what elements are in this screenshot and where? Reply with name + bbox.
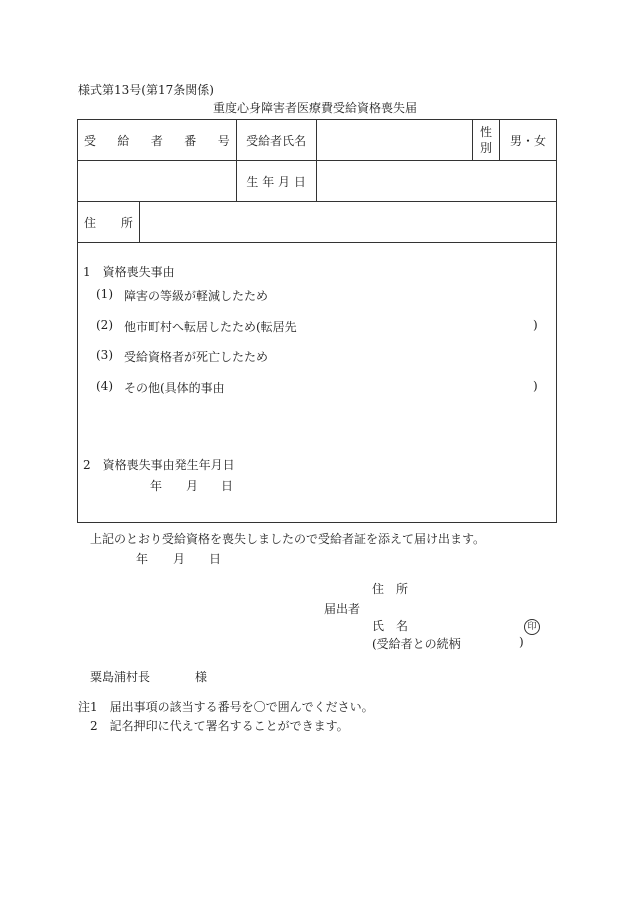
recipient-name-field[interactable] — [316, 120, 473, 161]
gender-label — [473, 120, 500, 161]
submission-statement: 上記のとおり受給資格を喪失しましたので受給者証を添えて届け出ます。 — [90, 532, 486, 546]
label-char: 号 — [217, 133, 230, 148]
date-year: 年 — [150, 479, 163, 493]
statement-year: 年 — [136, 552, 149, 566]
reason-4-number[interactable]: (4) — [96, 379, 113, 393]
reason-3-text: 受給資格者が死亡したため — [124, 350, 269, 364]
reason-1-text: 障害の等級が軽減したため — [124, 289, 269, 303]
seal-icon — [524, 618, 540, 635]
reason-1-number[interactable]: (1) — [96, 287, 113, 301]
label-char: 所 — [120, 215, 133, 230]
date-heading: 2 資格喪失事由発生年月日 — [83, 458, 235, 472]
birthdate-label: 生 年 月 日 — [236, 161, 316, 202]
date-month: 月 — [186, 479, 199, 493]
recipient-info-table — [77, 119, 557, 243]
reason-2-close: ) — [533, 318, 538, 332]
recipient-number-field[interactable] — [78, 161, 237, 202]
reason-4-close: ) — [533, 379, 538, 393]
gender-options[interactable]: 男・女 — [500, 120, 557, 161]
label-char: 別 — [480, 141, 493, 155]
label-char: 受 — [84, 133, 97, 148]
date-day: 日 — [221, 479, 234, 493]
recipient-name-label: 受給者氏名 — [236, 120, 316, 161]
label-char: 番 — [184, 133, 197, 148]
reason-4-text: その他(具体的事由 — [124, 381, 225, 395]
note-1: 注1 届出事項の該当する番号を〇で囲んでください。 — [78, 700, 374, 714]
applicant-label: 届出者 — [324, 602, 361, 616]
label-char: 給 — [117, 133, 130, 148]
loss-reasons-section — [77, 243, 557, 523]
addressee: 粟島浦村長 — [90, 670, 151, 684]
label-char: 住 — [84, 215, 97, 230]
note-2: 2 記名押印に代えて署名することができます。 — [78, 719, 349, 733]
applicant-name-label: 氏 名 — [372, 619, 409, 633]
label-char: 性 — [480, 125, 493, 139]
relation-close: ) — [519, 635, 524, 649]
relation-label: (受給者との続柄 — [372, 637, 461, 651]
birthdate-field[interactable] — [316, 161, 556, 202]
reasons-heading: 1 資格喪失事由 — [83, 265, 175, 279]
address-field[interactable] — [139, 202, 556, 243]
statement-day: 日 — [209, 552, 222, 566]
reason-3-number[interactable]: (3) — [96, 348, 113, 362]
recipient-number-label — [78, 120, 237, 161]
honorific: 様 — [195, 670, 208, 684]
address-label — [78, 202, 140, 243]
seal-mark: 印 — [524, 619, 540, 635]
form-number-label: 様式第13号(第17条関係) — [78, 83, 214, 97]
label-char: 者 — [150, 133, 163, 148]
applicant-address-label: 住 所 — [372, 582, 409, 596]
reason-2-number[interactable]: (2) — [96, 318, 113, 332]
form-title: 重度心身障害者医療費受給資格喪失届 — [212, 101, 417, 115]
statement-month: 月 — [173, 552, 186, 566]
reason-2-text: 他市町村へ転居したため(転居先 — [124, 320, 297, 334]
